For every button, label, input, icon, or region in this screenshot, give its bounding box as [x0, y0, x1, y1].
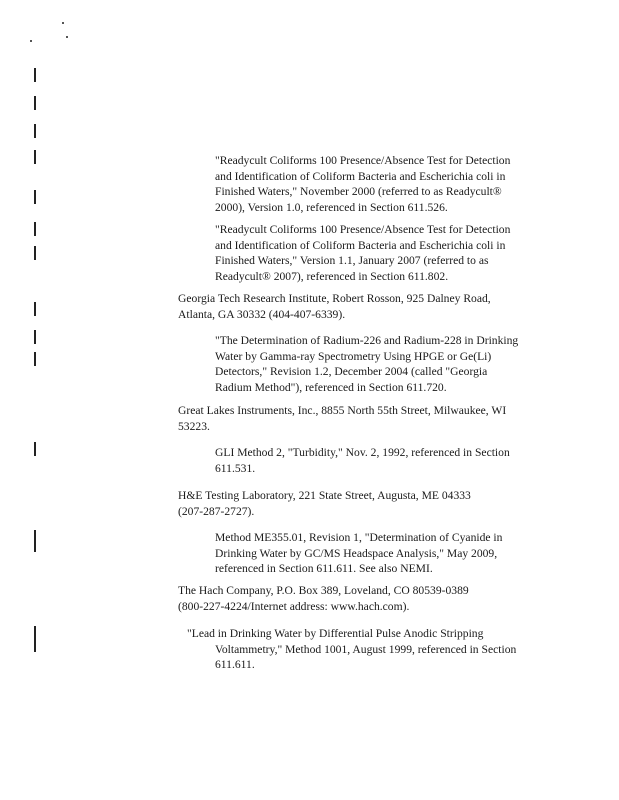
text-line: The Hach Company, P.O. Box 389, Loveland, CO 80539-0389 — [178, 584, 469, 597]
text-line: "Readycult Coliforms 100 Presence/Absence Test for Detection — [215, 154, 511, 167]
text-line: and Identification of Coliform Bacteria and Escherichia coli in — [215, 169, 506, 183]
text-line: "Lead in Drinking Water by Differential Pulse Anodic Stripping — [187, 627, 484, 640]
text-line: 611.611. — [215, 658, 255, 672]
text-line: referenced in Section 611.611. See also NEMI. — [215, 562, 433, 576]
text-line: Drinking Water by GC/MS Headspace Analysis," May 2009, — [215, 546, 498, 560]
scan-speck — [66, 36, 68, 38]
text-line: "The Determination of Radium-226 and Radium-228 in Drinking — [215, 334, 519, 347]
entry-hach-lead — [187, 626, 517, 673]
revision-bar — [34, 96, 36, 110]
text-line: 2000), Version 1.0, referenced in Section 611.526. — [215, 200, 448, 214]
revision-bar — [34, 190, 36, 204]
revision-bar — [34, 246, 36, 260]
entry-georgia-radium — [215, 333, 545, 395]
text-line: Finished Waters," November 2000 (referred to as Readycult® — [215, 185, 502, 199]
revision-bar — [34, 150, 36, 164]
entry-me355 — [215, 530, 545, 577]
text-line: 611.531. — [215, 461, 256, 475]
text-line: and Identification of Coliform Bacteria and Escherichia coli in — [215, 238, 506, 252]
revision-bar — [34, 352, 36, 366]
revision-bar — [34, 626, 36, 652]
text-line: H&E Testing Laboratory, 221 State Street, Augusta, ME 04333 — [178, 489, 471, 502]
text-line: "Readycult Coliforms 100 Presence/Absence Test for Detection — [215, 223, 511, 236]
text-line: 53223. — [178, 419, 210, 433]
text-line: Water by Gamma-ray Spectrometry Using HPGE or Ge(Li) — [215, 349, 492, 363]
entry-georgia-tech — [178, 291, 558, 322]
text-line: GLI Method 2, "Turbidity," Nov. 2, 1992, referenced in Section — [215, 446, 510, 459]
revision-bar — [34, 442, 36, 456]
text-line: (800-227-4224/Internet address: www.hach.com). — [178, 599, 410, 613]
entry-great-lakes — [178, 403, 558, 434]
entry-readycult-2000 — [215, 153, 545, 215]
revision-bar — [34, 222, 36, 236]
text-line: Voltammetry," Method 1001, August 1999, referenced in Section — [215, 642, 517, 656]
scan-speck — [30, 40, 32, 42]
revision-bar — [34, 124, 36, 138]
revision-bar — [34, 68, 36, 82]
revision-bar — [34, 330, 36, 344]
entry-he-testing — [178, 488, 558, 519]
text-line: Georgia Tech Research Institute, Robert Rosson, 925 Dalney Road, — [178, 292, 491, 305]
text-line: Detectors," Revision 1.2, December 2004 (called "Georgia — [215, 365, 488, 379]
text-line: Finished Waters," Version 1.1, January 2007 (referred to as — [215, 254, 489, 268]
revision-bar — [34, 530, 36, 552]
text-line: Method ME355.01, Revision 1, "Determination of Cyanide in — [215, 531, 503, 544]
entry-gli-method — [215, 445, 545, 476]
text-line: Atlanta, GA 30332 (404-407-6339). — [178, 307, 346, 321]
text-line: Great Lakes Instruments, Inc., 8855 North 55th Street, Milwaukee, WI — [178, 404, 507, 417]
scan-speck — [62, 22, 64, 24]
revision-bar — [34, 302, 36, 316]
text-line: (207-287-2727). — [178, 504, 255, 518]
text-line: Readycult® 2007), referenced in Section 611.802. — [215, 269, 449, 283]
entry-readycult-2007 — [215, 222, 545, 284]
entry-hach — [178, 583, 558, 614]
text-line: Radium Method"), referenced in Section 611.720. — [215, 380, 447, 394]
